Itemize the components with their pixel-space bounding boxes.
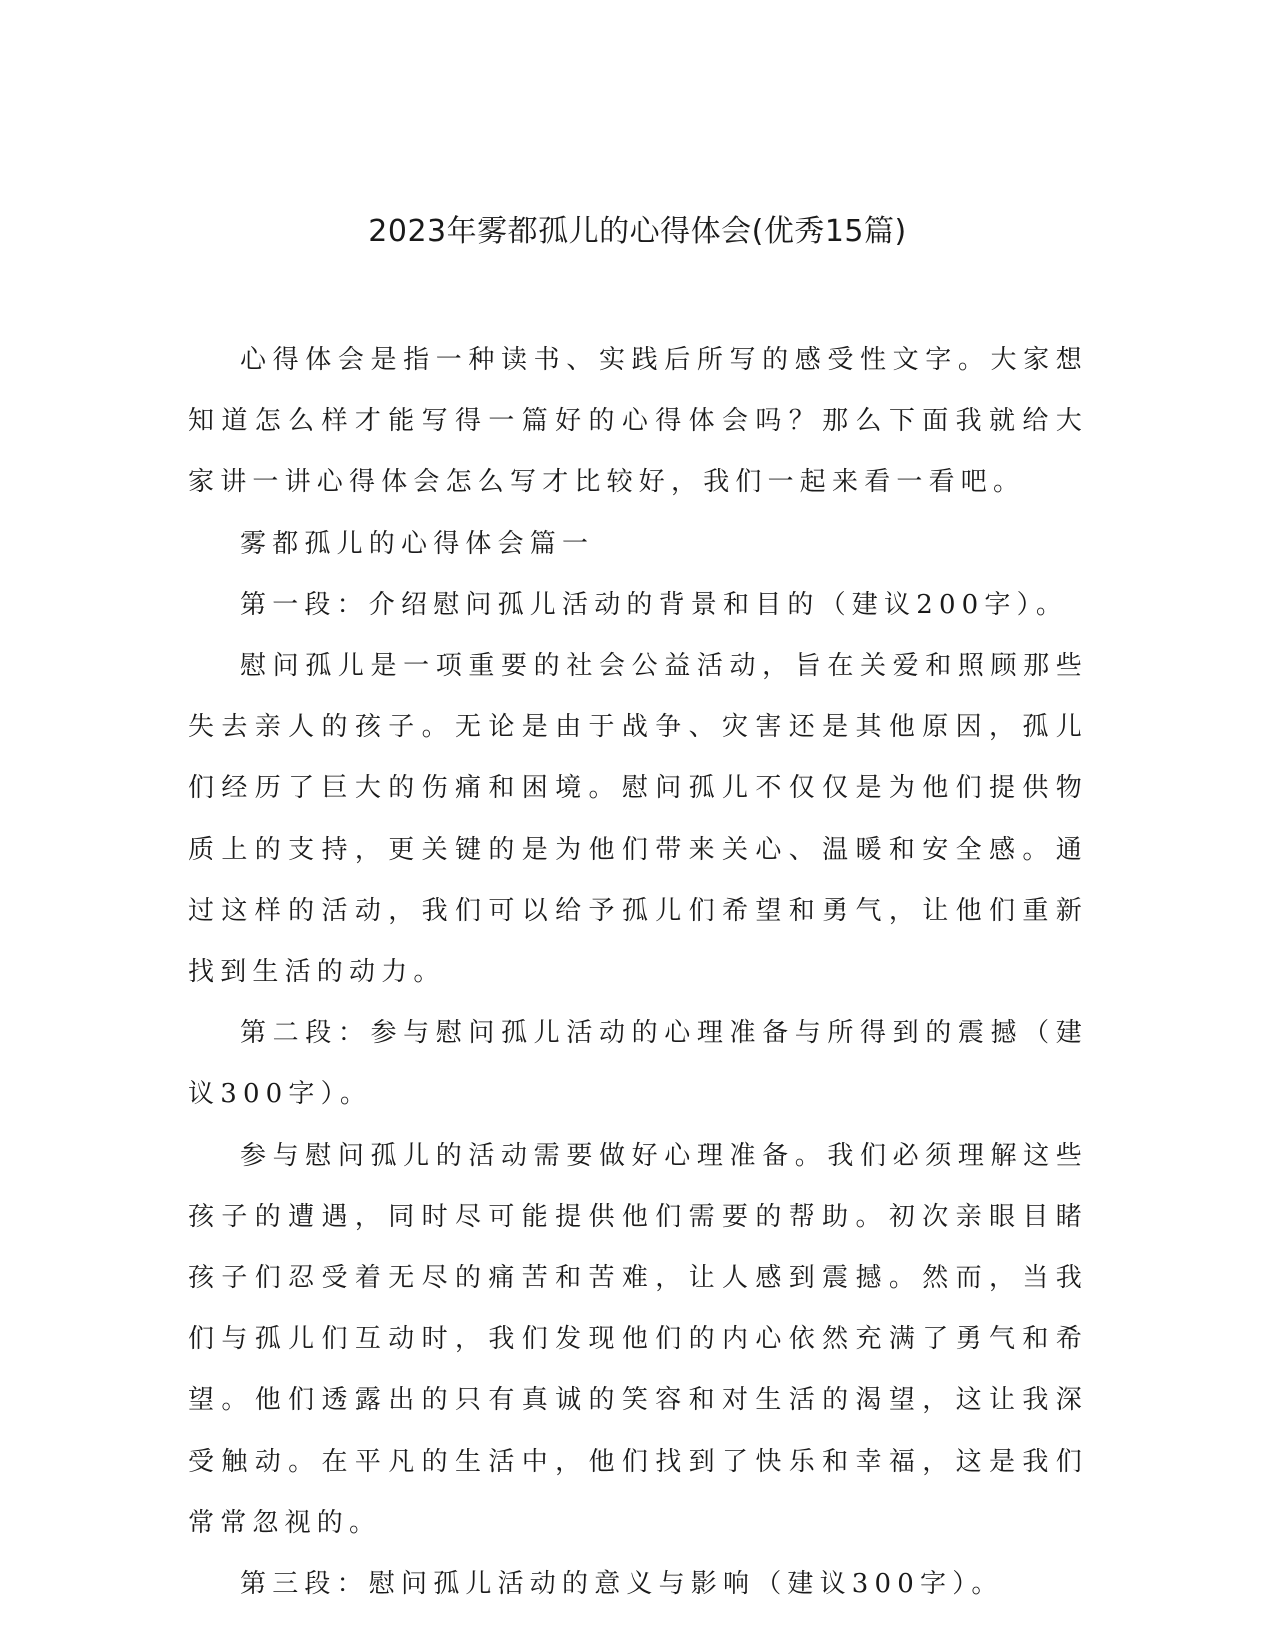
paragraph-heading-2: 第二段：参与慰问孤儿活动的心理准备与所得到的震撼（建议300字）。 [188,1018,1088,1110]
document-title: 2023年雾都孤儿的心得体会(优秀15篇) [368,214,907,249]
intro-paragraph: 心得体会是指一种读书、实践后所写的感受性文字。大家想知道怎么样才能写得一篇好的心得体会吗？那么下面我就给大家讲一讲心得体会怎么写才比较好，我们一起来看一看吧。 [188,345,1088,498]
document-body [188,330,1088,1615]
paragraph-heading-3: 第三段：慰问孤儿活动的意义与影响（建议300字）。 [240,1569,1004,1600]
section-heading: 雾都孤儿的心得体会篇一 [240,528,595,559]
paragraph-heading-1: 第一段：介绍慰问孤儿活动的背景和目的（建议200字）。 [240,589,1069,620]
body-paragraph-1: 慰问孤儿是一项重要的社会公益活动，旨在关爱和照顾那些失去亲人的孩子。无论是由于战争、灾害还是其他原因，孤儿们经历了巨大的伤痛和困境。慰问孤儿不仅仅是为他们提供物质上的支持，更关键的是为他们带来关心、温暖和安全感。通过这样的活动，我们可以给予孤儿们希望和勇气，让他们重新找到生活的动力。 [188,651,1088,988]
body-paragraph-2: 参与慰问孤儿的活动需要做好心理准备。我们必须理解这些孩子的遭遇，同时尽可能提供他们需要的帮助。初次亲眼目睹孩子们忍受着无尽的痛苦和苦难，让人感到震撼。然而，当我们与孤儿们互动时，我们发现他们的内心依然充满了勇气和希望。他们透露出的只有真诚的笑容和对生活的渴望，这让我深受触动。在平凡的生活中，他们找到了快乐和幸福，这是我们常常忽视的。 [188,1140,1088,1538]
